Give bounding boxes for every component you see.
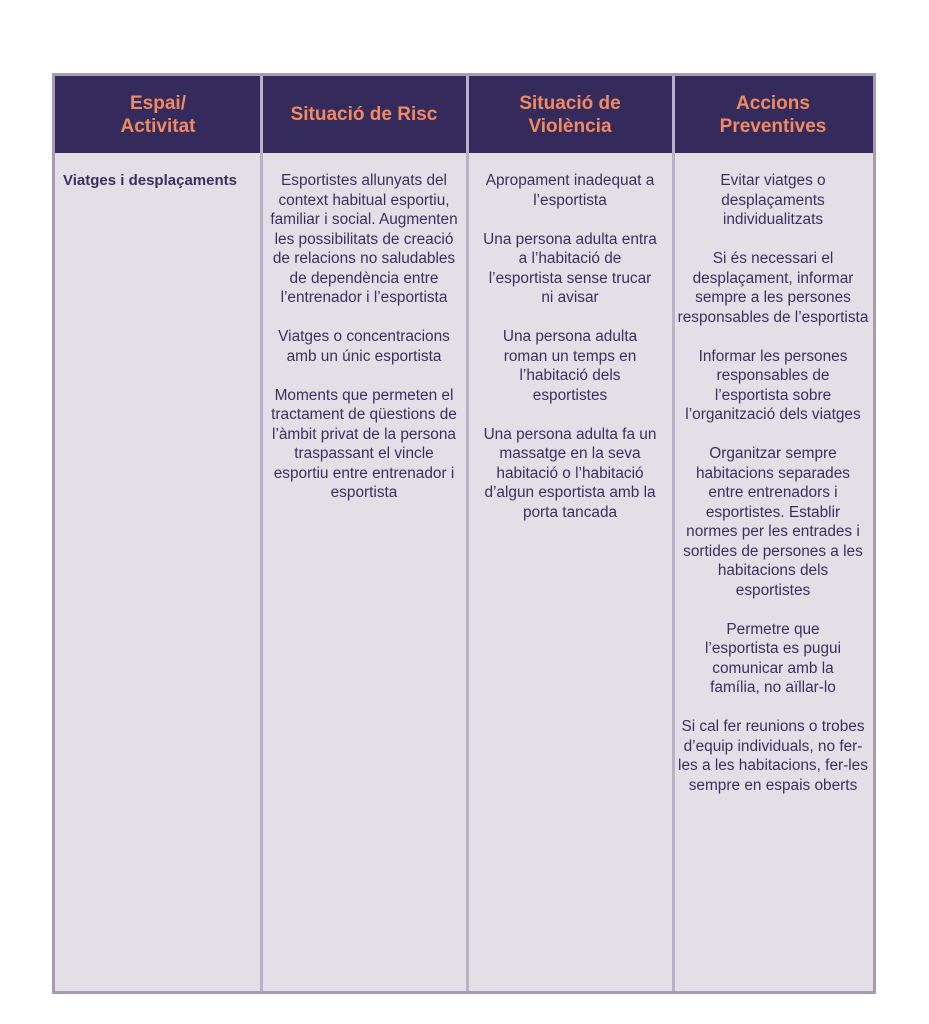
- accio-item: Permetre que l’esportista es pugui comunicar amb la família, no aïllar-lo: [704, 620, 842, 696]
- accio-item: Organitzar sempre habitacions separades entre entrenadors i esportistes. Establir normes per les entrades i sortides de persones a les habitacions dels esportistes: [683, 445, 863, 599]
- header-line: Situació de: [519, 92, 621, 114]
- violencia-item: Una persona adulta fa un massatge en la seva habitació o l’habitació d’algun esportista amb la porta tancada: [483, 425, 657, 521]
- risc-item: Esportistes allunyats del context habitual esportiu, familiar i social. Augmenten les possibilitats de creació de relacions no saludables de dependència entre l’entrenador i l’esportista: [270, 172, 458, 306]
- accio-item: Evitar viatges o desplaçaments individualitzats: [720, 172, 826, 228]
- table-header: [55, 76, 873, 153]
- header-line: Accions: [736, 92, 810, 114]
- violencia-item: Una persona adulta roman un temps en l’habitació dels esportistes: [502, 328, 638, 404]
- header-situacio-violencia: [467, 76, 673, 153]
- header-line: Situació de Risc: [290, 104, 438, 125]
- violencia-item: Una persona adulta entra a l’habitació de l’esportista sense trucar ni avisar: [483, 230, 657, 306]
- header-line: Violència: [528, 115, 612, 137]
- accio-item: Si és necessari el desplaçament, informar sempre a les persones responsables de l’esportista: [677, 250, 869, 326]
- header-espai-activitat: [55, 76, 261, 153]
- header-line: Activitat: [120, 115, 196, 137]
- espai-label: Viatges i desplaçaments: [63, 172, 237, 189]
- header-situacio-risc: [261, 76, 467, 153]
- accio-item: Si cal fer reunions o trobes d’equip individuals, no fer-les a les habitacions, fer-les sempre en espais oberts: [678, 718, 868, 794]
- violencia-item: Apropament inadequat a l’esportista: [485, 172, 655, 209]
- cell-espai: [55, 171, 261, 191]
- risc-item: Moments que permeten el tractament de qüestions de l’àmbit privat de la persona traspassant el vincle esportiu entre entrenador i esportista: [271, 386, 457, 501]
- cell-risc: [261, 171, 467, 522]
- risc-item: Viatges o concentracions amb un únic esportista: [278, 328, 450, 365]
- header-line: Preventives: [719, 115, 827, 137]
- risk-table: [52, 73, 876, 994]
- accio-item: Informar les persones responsables de l’esportista sobre l’organització dels viatges: [685, 347, 861, 423]
- header-line: Espai/: [130, 92, 186, 114]
- cell-violencia: [467, 171, 673, 542]
- cell-accions: [673, 171, 873, 815]
- header-accions-preventives: [673, 76, 873, 153]
